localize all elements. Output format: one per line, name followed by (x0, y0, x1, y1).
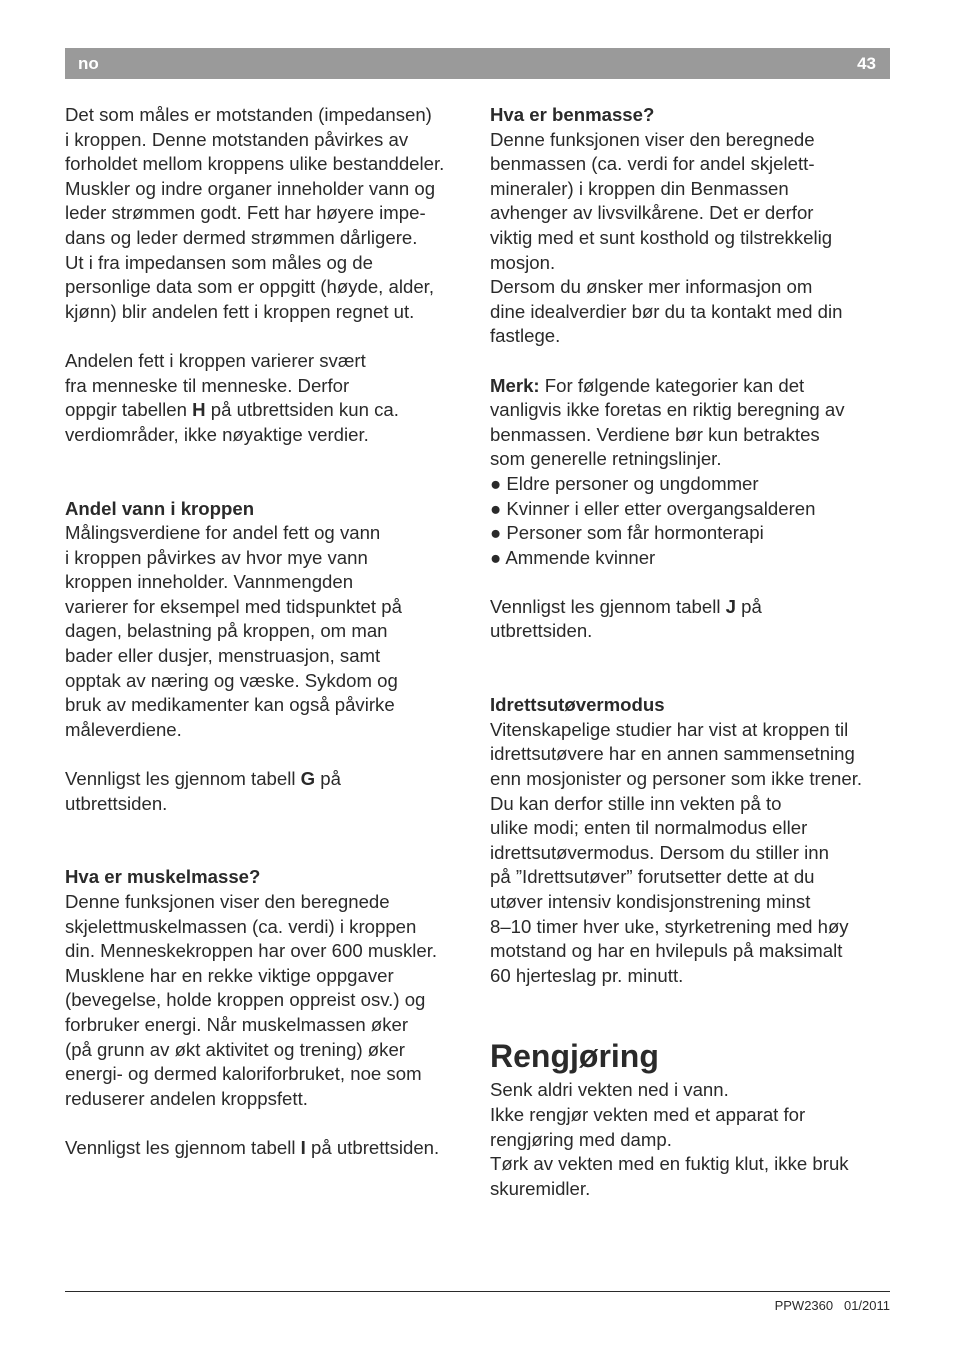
text-line: på ”Idrettsutøver” forutsetter dette at du (490, 866, 815, 888)
text-line: Vitenskapelige studier har vist at kroppen til (490, 718, 849, 740)
text-line: Denne funksjonen viser den beregnede (65, 891, 390, 912)
page-number: 43 (857, 54, 876, 73)
text-line: Ut i fra impedansen som måles og de (65, 251, 373, 273)
text-line: energi- og dermed kaloriforbruket, noe som (65, 1063, 422, 1085)
text-line: benmassen (ca. verdi for andel skjelett- (490, 153, 815, 175)
section-heading-muscle: Hva er muskelmasse? (65, 866, 261, 888)
bullet-item: ● Ammende kvinner (490, 546, 656, 568)
text-line: dine idealverdier bør du ta kontakt med din (490, 300, 843, 322)
water-table-reference (65, 767, 470, 816)
text-line: bader eller dusjer, menstruasjon, samt (65, 645, 381, 667)
text-line: Du kan derfor stille inn vekten på to (490, 792, 782, 814)
text-line: skuremidler. (490, 1177, 591, 1199)
text-line: Dersom du ønsker mer informasjon om (490, 276, 813, 298)
text-line: fastlege. (490, 325, 561, 347)
text-line: avhenger av livsvilkårene. Det er derfor (490, 202, 814, 224)
athlete-section (490, 693, 890, 988)
note-paragraph (490, 374, 890, 571)
bullet-item: ● Personer som får hormonterapi (490, 522, 764, 544)
text-line: opptak av næring og væske. Sykdom og (65, 669, 398, 691)
text-line: Det som måles er motstanden (impedansen) (65, 104, 432, 125)
text-line: skjelettmuskelmassen (ca. verdi) i kroppen (65, 915, 417, 937)
text-line: verdiområder, ikke nøyaktige verdier. (65, 423, 369, 445)
text-line: Tørk av vekten med en fuktig klut, ikke bruk (490, 1153, 849, 1175)
text-line: 8–10 timer hver uke, styrketrening med høy (490, 915, 849, 937)
text-line: mosjon. (490, 251, 556, 273)
text-line: 60 hjerteslag pr. minutt. (490, 964, 684, 986)
text-line: som generelle retningslinjer. (490, 448, 722, 470)
bullet-item: ● Eldre personer og ungdommer (490, 472, 759, 494)
text-line: varierer for eksempel med tidspunktet på (65, 595, 402, 617)
cleaning-title: Rengjøring (490, 1038, 659, 1075)
text-line: dagen, belastning på kroppen, om man (65, 620, 388, 642)
text-line: Muskler og indre organer inneholder vann og (65, 177, 436, 199)
text-line: Senk aldri vekten ned i vann. (490, 1079, 729, 1101)
fat-variation-paragraph (65, 349, 470, 447)
text-line: utbrettsiden. (490, 620, 593, 642)
bone-section (490, 103, 890, 349)
text-line: din. Menneskekroppen har over 600 muskler. (65, 940, 438, 962)
text-line: Andelen fett i kroppen varierer svært (65, 349, 366, 371)
bullet-dot-icon: ● (490, 546, 506, 568)
bullet-dot-icon: ● (490, 522, 507, 544)
text-line: Ikke rengjør vekten med et apparat for (490, 1103, 806, 1125)
muscle-table-reference (65, 1136, 470, 1161)
table-reference-i: Vennligst les gjennom tabell I på utbrettsiden. (65, 1136, 440, 1158)
text-line: forbruker energi. Når muskelmassen øker (65, 1013, 409, 1035)
text-line: måleverdiene. (65, 718, 182, 740)
footer-divider (65, 1291, 890, 1292)
text-line: fra menneske til menneske. Derfor (65, 374, 350, 396)
text-line: ulike modi; enten til normalmodus eller (490, 817, 808, 839)
language-code: no (78, 54, 99, 73)
bone-table-reference (490, 595, 890, 644)
text-line: kjønn) blir andelen fett i kroppen regnet ut. (65, 300, 415, 322)
text-line: idrettsutøvere har en annen sammensetning (490, 743, 855, 765)
text-line: leder strømmen godt. Fett har høyere impe- (65, 202, 426, 224)
table-reference-j: Vennligst les gjennom tabell J på (490, 595, 762, 617)
section-heading-athlete: Idrettsutøvermodus (490, 694, 665, 716)
text-line: dans og leder dermed strømmen dårligere. (65, 226, 418, 248)
note-label: Merk: (490, 374, 540, 396)
text-line: motstand og har en hvilepuls på maksimalt (490, 940, 843, 962)
bullet-dot-icon: ● (490, 472, 507, 494)
page-header-bar (65, 48, 890, 79)
text-line: i kroppen. Denne motstanden påvirkes av (65, 128, 409, 150)
footer-model-date: PPW2360 01/2011 (774, 1298, 890, 1313)
text-line: utbrettsiden. (65, 792, 168, 814)
section-heading-water: Andel vann i kroppen (65, 497, 255, 519)
table-reference-h: oppgir tabellen H på utbrettsiden kun ca. (65, 399, 399, 421)
text-line: mineraler) i kroppen din Benmassen (490, 177, 789, 199)
text-line: Musklene har en rekke viktige oppgaver (65, 964, 394, 986)
text-line: (på grunn av økt aktivitet og trening) øker (65, 1038, 405, 1060)
text-line: Denne funksjonen viser den beregnede (490, 128, 815, 150)
text-line: Målingsverdiene for andel fett og vann (65, 522, 381, 544)
text-line: personlige data som er oppgitt (høyde, alder, (65, 276, 434, 298)
section-heading-bone: Hva er benmasse? (490, 104, 655, 125)
bullet-item: ● Kvinner i eller etter overgangsalderen (490, 497, 816, 519)
text-line: rengjøring med damp. (490, 1128, 672, 1150)
text-line: vanligvis ikke foretas en riktig beregning av (490, 399, 845, 421)
text-line: utøver intensiv kondisjonstrening minst (490, 891, 811, 912)
bullet-dot-icon: ● (490, 497, 507, 519)
note-first-line: Merk: For følgende kategorier kan det (490, 374, 805, 396)
text-line: idrettsutøvermodus. Dersom du stiller inn (490, 841, 829, 863)
text-line: viktig med et sunt kosthold og tilstrekkelig (490, 226, 833, 248)
text-line: kroppen inneholder. Vannmengden (65, 571, 354, 593)
text-line: reduserer andelen kroppsfett. (65, 1087, 308, 1109)
right-column (490, 103, 890, 1201)
table-reference-g: Vennligst les gjennom tabell G på (65, 768, 341, 790)
text-line: bruk av medikamenter kan også påvirke (65, 694, 395, 716)
text-line: (bevegelse, holde kroppen oppreist osv.) og (65, 989, 426, 1011)
cleaning-paragraph (490, 1078, 890, 1201)
text-line: benmassen. Verdiene bør kun betraktes (490, 423, 820, 445)
intro-paragraph (65, 103, 470, 324)
text-line: enn mosjonister og personer som ikke trener. (490, 768, 863, 790)
water-section (65, 497, 470, 743)
left-column (65, 103, 470, 1161)
text-line: forholdet mellom kroppens ulike bestanddeler. (65, 153, 445, 175)
muscle-section (65, 865, 470, 1111)
text-line: i kroppen påvirkes av hvor mye vann (65, 546, 368, 568)
